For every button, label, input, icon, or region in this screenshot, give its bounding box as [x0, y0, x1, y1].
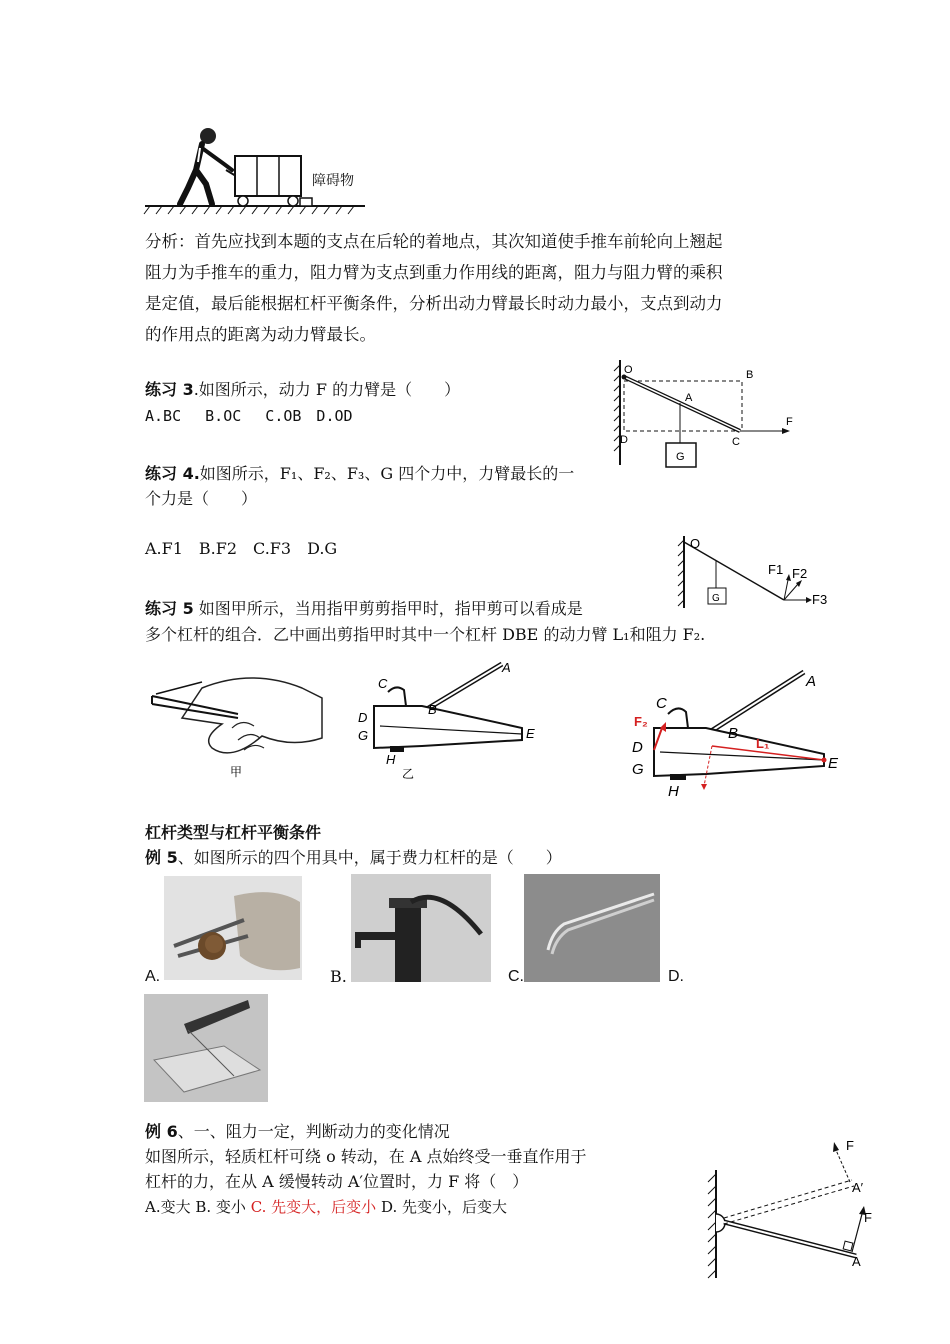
nail-clipper-hand-figure: [142, 658, 332, 782]
ex3-label-F: F: [786, 416, 793, 428]
answer-label-A: A: [806, 673, 817, 690]
answer-label-B: B: [728, 725, 739, 742]
exercise-3-question: [145, 379, 460, 401]
water-pump-icon: [351, 874, 491, 982]
analysis-line: 阻力为手推车的重力，阻力臂为支点到重力作用线的距离，阻力与阻力臂的乘积: [145, 263, 723, 282]
ex3-label-G: G: [676, 451, 685, 463]
ex6-label-A-prime: A′: [852, 1180, 864, 1195]
ex4-label-F3: F3: [812, 592, 828, 607]
exercise-5-text-1: 如图甲所示，当用指甲剪剪指甲时，指甲剪可以看成是: [193, 599, 583, 618]
yi-label-B: B: [428, 702, 437, 717]
example-6-line-2: 杠杆的力，在从 A 缓慢转动 A′位置时，力 F 将（ ）: [145, 1172, 529, 1191]
example-5-question: [145, 847, 562, 869]
nutcracker-icon: [164, 876, 302, 980]
example-5-label: 例 5: [145, 848, 178, 867]
example-6-option-c: C. 先变大，后变小: [250, 1198, 377, 1216]
tweezers-photo: [524, 874, 660, 982]
yi-label-A: A: [502, 660, 511, 675]
example-6-line-1: 如图所示，轻质杠杆可绕 o 转动，在 A 点始终受一垂直作用于: [145, 1147, 587, 1166]
answer-label-F2: F₂: [634, 714, 648, 729]
analysis-paragraph: [145, 226, 723, 350]
ex4-label-O: O: [690, 536, 701, 551]
tweezers-icon: [524, 874, 660, 982]
ex3-label-D: D: [620, 434, 628, 446]
analysis-line: 的作用点的距离为动力臂最长。: [145, 325, 376, 344]
yi-label-C: C: [378, 676, 388, 691]
ex6-label-A: A: [852, 1254, 861, 1269]
example-5-text: 、如图所示的四个用具中，属于费力杠杆的是（ ）: [177, 848, 562, 867]
answer-label-G: G: [632, 761, 644, 778]
analysis-line: 分析：首先应找到本题的支点在后轮的着地点，其次知道使手推车前轮向上翘起: [145, 232, 723, 251]
exercise-3-text: .如图所示，动力 F 的力臂是（ ）: [193, 380, 461, 399]
option-a-label: A.: [145, 968, 161, 985]
option-c-label: C.: [508, 968, 524, 985]
paper-cutter-photo: [144, 994, 268, 1102]
example-6-option-d: D. 先变小，后变大: [376, 1198, 507, 1216]
nail-clipper-answer-diagram: [628, 662, 850, 802]
exercise-5-label: 练习 5: [145, 599, 194, 618]
paper-cutter-icon: [144, 994, 268, 1102]
cart-figure: [140, 118, 370, 218]
ex4-label-G: G: [712, 593, 720, 604]
answer-label-L1: L₁: [756, 736, 770, 751]
ex3-label-O: O: [624, 364, 633, 376]
ex6-label-F: F: [864, 1210, 872, 1225]
ex3-label-B: B: [746, 369, 754, 381]
ex3-label-C: C: [732, 436, 740, 448]
ex6-label-F-top: F: [846, 1138, 854, 1153]
yi-label-D: D: [358, 710, 368, 725]
exercise-4-options: A.F1 B.F2 C.F3 D.G: [145, 539, 338, 558]
option-b-label: B.: [330, 967, 347, 986]
figure-jia-label: 甲: [230, 765, 243, 779]
exercise-3-label: 练习 3: [145, 380, 194, 399]
figure-yi-label: 乙: [402, 767, 415, 781]
answer-label-H: H: [668, 783, 679, 800]
exercise-3-figure: [610, 355, 810, 470]
exercise-4-figure: [676, 530, 836, 610]
example-6-options: [145, 1196, 507, 1218]
yi-label-G: G: [358, 728, 369, 743]
exercise-3-options: A.BC B.OC C.OB D.OD: [145, 407, 353, 425]
analysis-line: 是定值，最后能根据杠杆平衡条件，分析出动力臂最长时动力最小，支点到动力: [145, 294, 723, 313]
water-pump-photo: [351, 874, 491, 982]
answer-label-E: E: [828, 755, 839, 772]
ex4-label-F2: F2: [792, 566, 808, 581]
yi-label-H: H: [386, 752, 396, 767]
example-6-figure: [700, 1130, 890, 1280]
answer-label-C: C: [656, 695, 667, 712]
nutcracker-photo: [164, 876, 302, 980]
answer-label-D: D: [632, 739, 643, 756]
exercise-4-question: [145, 463, 574, 485]
section-title: 杠杆类型与杠杆平衡条件: [145, 823, 322, 842]
ex4-label-F1: F1: [768, 562, 784, 577]
nail-clipper-diagram-yi: [352, 650, 542, 790]
exercise-4-text-1: 如图所示，F₁、F₂、F₃、G 四个力中，力臂最长的一: [199, 464, 575, 483]
exercise-5-text-2: 多个杠杆的组合．乙中画出剪指甲时其中一个杠杆 DBE 的动力臂 L₁和阻力 F₂.: [145, 625, 706, 644]
option-d-label: D.: [668, 968, 684, 985]
exercise-4-text-2: 个力是（ ）: [145, 489, 258, 508]
exercise-4-label: 练习 4.: [145, 464, 200, 483]
exercise-5-question: [145, 598, 583, 620]
obstacle-label: 障碍物: [312, 173, 354, 189]
example-6-title-text: 、一、阻力一定，判断动力的变化情况: [177, 1122, 450, 1141]
yi-label-E: E: [526, 726, 535, 741]
example-6-label: 例 6: [145, 1122, 178, 1141]
example-6-title: [145, 1121, 450, 1143]
example-6-options-ab: A.变大 B. 变小: [145, 1198, 251, 1216]
ex3-label-A: A: [685, 392, 693, 404]
